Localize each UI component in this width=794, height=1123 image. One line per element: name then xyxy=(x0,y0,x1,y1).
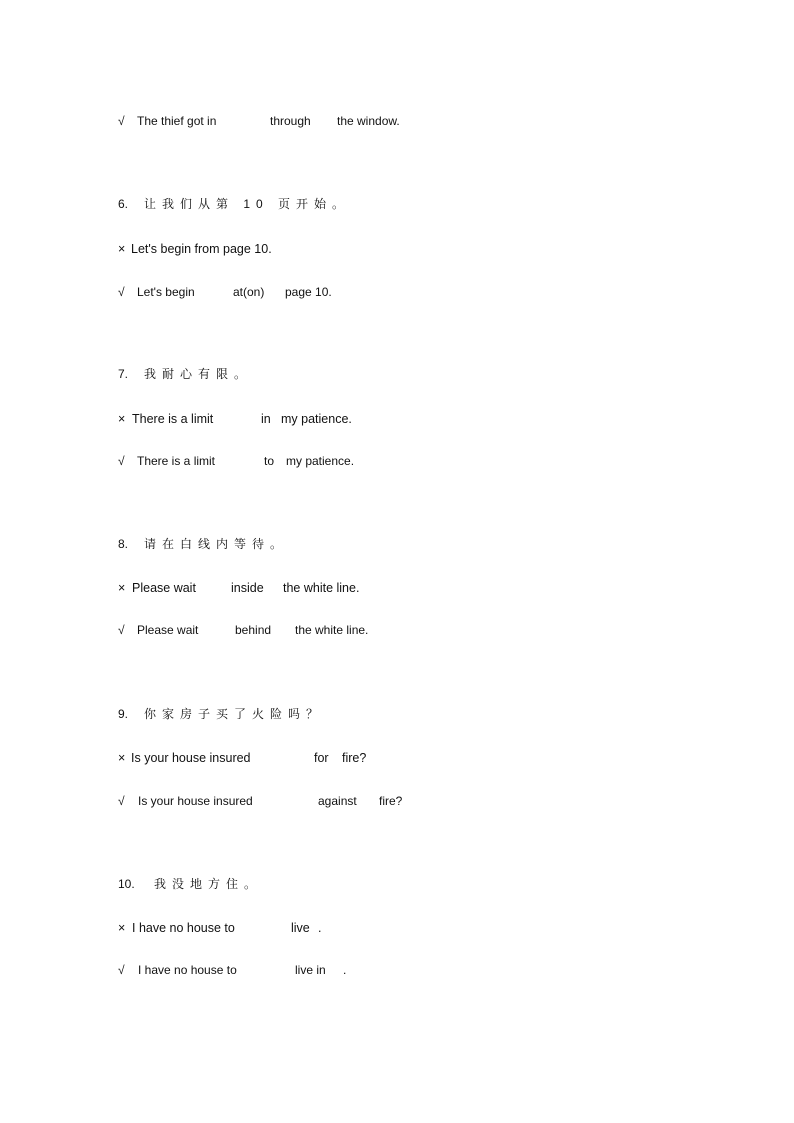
sentence-part-1: Is your house insured xyxy=(131,751,251,765)
sentence-part-2: at(on) xyxy=(233,285,265,299)
question-number: 7. xyxy=(118,367,129,381)
sentence-part-2: through xyxy=(270,114,311,128)
sentence-text: Let's begin from page 10. xyxy=(131,242,272,256)
chinese-sentence: 让我们从第 10 页开始。 xyxy=(144,197,351,211)
sentence-part-2: in xyxy=(261,412,271,426)
sentence-part-2: for xyxy=(314,751,329,765)
sentence-part-3: the white line. xyxy=(295,623,369,637)
sentence-part-2: behind xyxy=(235,623,272,637)
sentence-part-3: my patience. xyxy=(286,454,355,468)
sentence-part-1: I have no house to xyxy=(138,963,237,977)
question-number: 6. xyxy=(118,197,129,211)
check-mark: √ xyxy=(118,114,125,128)
chinese-sentence: 请在白线内等待。 xyxy=(144,537,289,551)
sentence-part-3: my patience. xyxy=(281,412,352,426)
sentence-part-1: Please wait xyxy=(132,581,196,595)
chinese-sentence: 我耐心有限。 xyxy=(144,367,253,381)
sentence-part-1: I have no house to xyxy=(132,921,235,935)
sentence-part-1: The thief got in xyxy=(137,114,217,128)
cross-mark: × xyxy=(118,412,126,426)
question-number: 8. xyxy=(118,537,129,551)
sentence-part-3: the window. xyxy=(337,114,400,128)
sentence-part-1: There is a limit xyxy=(132,412,214,426)
sentence-part-3: page 10. xyxy=(285,285,332,299)
question-number: 9. xyxy=(118,707,129,721)
sentence-part-2: live in xyxy=(295,963,326,977)
sentence-part-1: Let's begin xyxy=(137,285,195,299)
check-mark: √ xyxy=(118,623,125,637)
sentence-part-3: fire? xyxy=(379,794,403,808)
sentence-part-3: . xyxy=(318,921,322,935)
sentence-part-1: Is your house insured xyxy=(138,794,253,808)
chinese-sentence: 我没地方住。 xyxy=(154,877,263,891)
sentence-part-2: to xyxy=(264,454,275,468)
check-mark: √ xyxy=(118,454,125,468)
sentence-part-2: against xyxy=(318,794,357,808)
sentence-part-2: live xyxy=(291,921,310,935)
cross-mark: × xyxy=(118,751,126,765)
cross-mark: × xyxy=(118,921,126,935)
question-number: 10. xyxy=(118,877,135,891)
check-mark: √ xyxy=(118,963,125,977)
sentence-part-3: the white line. xyxy=(283,581,360,595)
cross-mark: × xyxy=(118,581,126,595)
chinese-sentence: 你家房子买了火险吗？ xyxy=(144,707,325,721)
cross-mark: × xyxy=(118,242,126,256)
sentence-part-1: Please wait xyxy=(137,623,199,637)
check-mark: √ xyxy=(118,285,125,299)
sentence-part-3: fire? xyxy=(342,751,367,765)
sentence-part-1: There is a limit xyxy=(137,454,216,468)
sentence-part-2: inside xyxy=(231,581,264,595)
check-mark: √ xyxy=(118,794,125,808)
sentence-part-3: . xyxy=(343,963,347,977)
